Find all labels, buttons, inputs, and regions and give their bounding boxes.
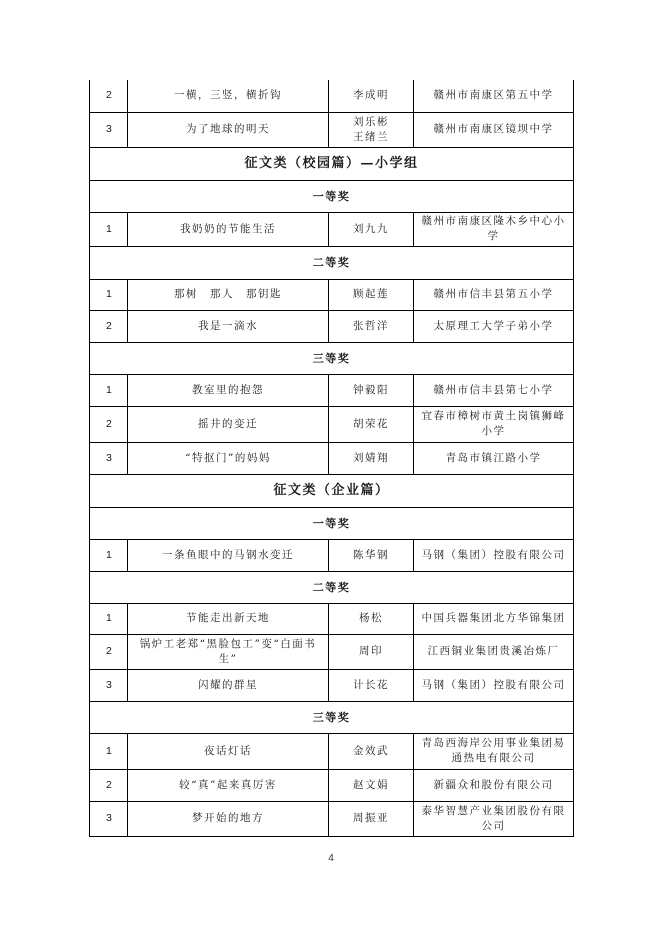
entry-number: 1 [90, 279, 128, 310]
entry-organization: 太原理工大学子弟小学 [414, 310, 574, 342]
table-row [90, 603, 574, 634]
entry-author: 张哲洋 [329, 310, 414, 342]
award-level-heading: 二等奖 [90, 246, 574, 279]
award-level-heading: 三等奖 [90, 701, 574, 733]
entry-organization: 青岛市镇江路小学 [414, 442, 574, 474]
award-level-row [90, 246, 574, 279]
entry-author: 计长花 [329, 669, 414, 701]
entry-number: 2 [90, 80, 128, 112]
entry-number: 3 [90, 669, 128, 701]
entry-title: 一条鱼眼中的马钢水变迁 [128, 539, 329, 571]
entry-author: 刘婧翔 [329, 442, 414, 474]
entry-number: 3 [90, 112, 128, 147]
table-row [90, 539, 574, 571]
entry-author: 刘乐彬 王绪兰 [329, 112, 414, 147]
entry-number: 3 [90, 442, 128, 474]
entry-organization: 赣州市信丰县第五小学 [414, 279, 574, 310]
entry-author: 周印 [329, 634, 414, 669]
entry-number: 2 [90, 310, 128, 342]
entry-number: 1 [90, 212, 128, 246]
table-row [90, 669, 574, 701]
table-row [90, 769, 574, 801]
entry-author: 顾起莲 [329, 279, 414, 310]
awards-table-body [90, 80, 574, 836]
award-level-heading: 三等奖 [90, 342, 574, 374]
entry-organization: 江西铜业集团贵溪冶炼厂 [414, 634, 574, 669]
entry-author: 陈华钢 [329, 539, 414, 571]
entry-organization: 青岛西海岸公用事业集团易 通热电有限公司 [414, 733, 574, 769]
award-level-heading: 一等奖 [90, 507, 574, 539]
table-row [90, 310, 574, 342]
award-level-row [90, 701, 574, 733]
section-header-row [90, 474, 574, 507]
table-row [90, 212, 574, 246]
entry-number: 3 [90, 801, 128, 836]
entry-number: 2 [90, 769, 128, 801]
table-row [90, 374, 574, 406]
entry-title: 一横，三竖，横折钩 [128, 80, 329, 112]
entry-organization: 新疆众和股份有限公司 [414, 769, 574, 801]
entry-title: 教室里的抱怨 [128, 374, 329, 406]
section-header-row [90, 147, 574, 180]
entry-title: 节能走出新天地 [128, 603, 329, 634]
entry-author: 金效武 [329, 733, 414, 769]
table-row [90, 80, 574, 112]
entry-title: 较“真”起来真厉害 [128, 769, 329, 801]
section-heading: 征文类（校园篇）—小学组 [90, 147, 574, 180]
entry-title: 夜话灯话 [128, 733, 329, 769]
entry-title: 梦开始的地方 [128, 801, 329, 836]
table-row [90, 279, 574, 310]
entry-organization: 赣州市信丰县第七小学 [414, 374, 574, 406]
entry-title: 闪耀的群星 [128, 669, 329, 701]
entry-organization: 赣州市南康区第五中学 [414, 80, 574, 112]
entry-number: 2 [90, 406, 128, 442]
entry-number: 1 [90, 603, 128, 634]
entry-organization: 马钢（集团）控股有限公司 [414, 539, 574, 571]
entry-organization: 中国兵器集团北方华锦集团 [414, 603, 574, 634]
section-heading: 征文类（企业篇） [90, 474, 574, 507]
entry-organization: 泰华智慧产业集团股份有限 公司 [414, 801, 574, 836]
entry-title: 为了地球的明天 [128, 112, 329, 147]
award-level-row [90, 507, 574, 539]
table-row [90, 406, 574, 442]
award-level-heading: 二等奖 [90, 571, 574, 603]
table-row [90, 634, 574, 669]
entry-title: 那树 那人 那钥匙 [128, 279, 329, 310]
award-level-row [90, 571, 574, 603]
table-row [90, 442, 574, 474]
entry-title: 我奶奶的节能生活 [128, 212, 329, 246]
table-row [90, 801, 574, 836]
awards-table [89, 80, 574, 837]
page-number: 4 [328, 853, 334, 864]
entry-number: 2 [90, 634, 128, 669]
entry-number: 1 [90, 374, 128, 406]
entry-title: 我是一滴水 [128, 310, 329, 342]
table-row [90, 733, 574, 769]
entry-number: 1 [90, 539, 128, 571]
entry-title: 锅炉工老郑“黑脸包工”变“白面书 生” [128, 634, 329, 669]
entry-number: 1 [90, 733, 128, 769]
entry-author: 李成明 [329, 80, 414, 112]
entry-title: “特抠门”的妈妈 [128, 442, 329, 474]
entry-organization: 赣州市南康区镜坝中学 [414, 112, 574, 147]
entry-author: 周振亚 [329, 801, 414, 836]
entry-author: 刘九九 [329, 212, 414, 246]
entry-author: 赵文娟 [329, 769, 414, 801]
entry-title: 摇井的变迁 [128, 406, 329, 442]
award-level-row [90, 180, 574, 212]
table-row [90, 112, 574, 147]
award-level-row [90, 342, 574, 374]
entry-organization: 马钢（集团）控股有限公司 [414, 669, 574, 701]
award-level-heading: 一等奖 [90, 180, 574, 212]
entry-author: 钟毅阳 [329, 374, 414, 406]
entry-organization: 赣州市南康区隆木乡中心小 学 [414, 212, 574, 246]
entry-author: 杨松 [329, 603, 414, 634]
entry-organization: 宜春市樟树市黄土岗镇狮峰 小学 [414, 406, 574, 442]
entry-author: 胡荣花 [329, 406, 414, 442]
